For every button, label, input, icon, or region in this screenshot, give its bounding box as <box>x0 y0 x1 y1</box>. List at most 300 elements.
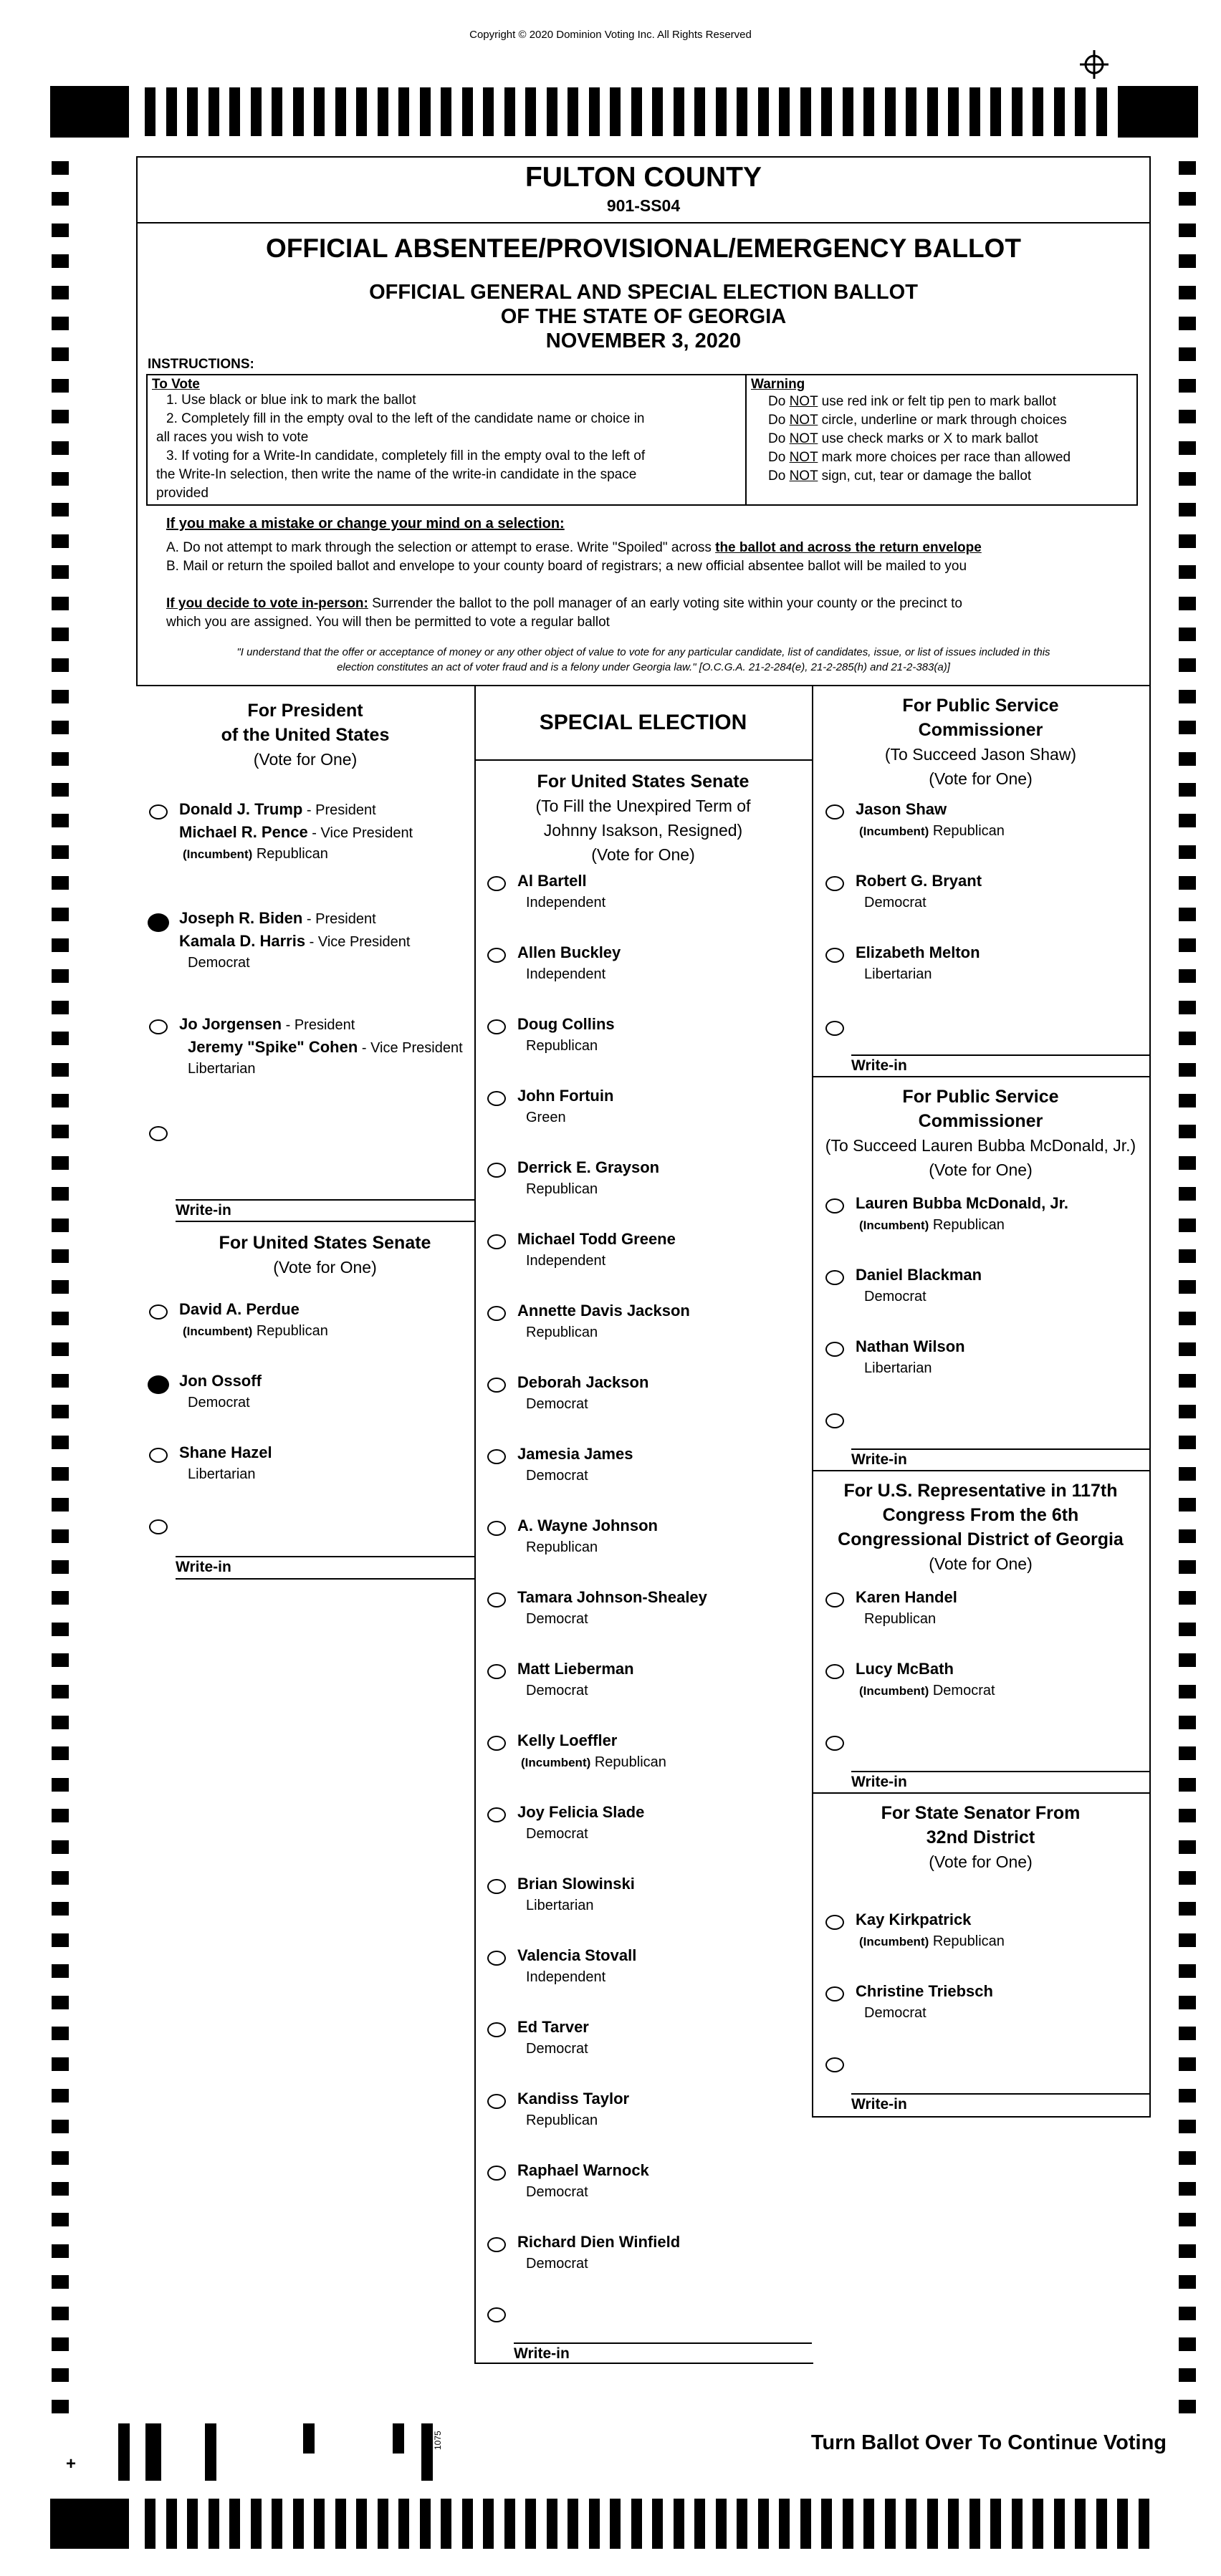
footer-id-mark <box>421 2423 433 2481</box>
side-timing-mark <box>1179 503 1196 516</box>
instructions-box <box>146 374 1138 506</box>
timing-mark <box>694 2499 705 2549</box>
psc2-writein-label: Write-in <box>851 1451 907 1468</box>
timing-mark <box>885 2499 896 2549</box>
side-timing-mark <box>52 1591 69 1605</box>
timing-mark <box>969 87 980 136</box>
to-vote-item: 3. If voting for a Write-In candidate, completely fill in the empty oval to the left of <box>166 448 646 463</box>
vote-oval-allen-buckley[interactable] <box>487 948 506 963</box>
timing-mark <box>906 2499 916 2549</box>
side-timing-mark <box>52 1280 69 1294</box>
timing-mark <box>1012 2499 1023 2549</box>
timing-mark <box>272 87 282 136</box>
side-timing-mark <box>1179 783 1196 797</box>
timing-mark <box>314 87 325 136</box>
side-timing-mark <box>1179 2089 1196 2102</box>
vote-oval-valencia-stovall[interactable] <box>487 1951 506 1966</box>
timing-mark <box>398 2499 409 2549</box>
candidate-name: Lucy McBath <box>856 1660 954 1678</box>
vote-oval-tamara-johnson-shealey[interactable] <box>487 1592 506 1607</box>
timing-mark <box>589 87 600 136</box>
to-vote-item: provided <box>156 486 209 501</box>
side-timing-mark <box>52 1653 69 1667</box>
timing-mark <box>335 2499 346 2549</box>
candidate-party: Independent <box>526 966 606 982</box>
vote-oval-state-senate-writein[interactable] <box>825 2057 844 2072</box>
timing-mark <box>420 87 431 136</box>
party-perdue: (Incumbent) Republican <box>183 1323 328 1339</box>
side-timing-mark <box>52 969 69 983</box>
candidate-name: Allen Buckley <box>517 943 621 961</box>
to-vote-list <box>156 391 645 503</box>
side-timing-mark <box>52 1902 69 1916</box>
candidate-name: Ed Tarver <box>517 2018 589 2036</box>
side-timing-mark <box>52 690 69 703</box>
side-timing-mark <box>1179 192 1196 206</box>
timing-mark <box>335 87 346 136</box>
timing-mark <box>1117 2499 1128 2549</box>
side-timing-mark <box>52 441 69 455</box>
in-person-instruction: If you decide to vote in-person: Surrender the ballot to the poll manager of an early voting site within your county or the precinct to which you are assigned. You will then be permitted to vote a regular ballot <box>166 596 962 630</box>
vote-oval-john-fortuin[interactable] <box>487 1091 506 1106</box>
candidate-name: Kelly Loeffler <box>517 1731 618 1749</box>
timing-mark <box>758 87 769 136</box>
candidate-party: (Incumbent) Republican <box>859 823 1005 839</box>
timing-mark <box>779 2499 790 2549</box>
candidate-party: Democrat <box>526 2184 588 2200</box>
candidate-name: Jason Shaw <box>856 800 947 818</box>
side-timing-mark <box>1179 845 1196 859</box>
vote-oval-doug-collins[interactable] <box>487 1019 506 1034</box>
timing-mark <box>1075 2499 1086 2549</box>
vote-oval-kelly-loeffler[interactable] <box>487 1736 506 1751</box>
vote-oval-michael-todd-greene[interactable] <box>487 1234 506 1249</box>
mistake-instruction-b: B. Mail or return the spoiled ballot and envelope to your county board of registrars; a new official absentee ballot will be mailed to you <box>166 559 967 574</box>
timing-mark <box>272 2499 282 2549</box>
side-timing-mark <box>52 2182 69 2196</box>
side-timing-mark <box>1179 969 1196 983</box>
side-timing-mark <box>1179 2027 1196 2040</box>
candidate-name: Daniel Blackman <box>856 1266 982 1284</box>
timing-mark <box>1033 87 1043 136</box>
side-timing-mark <box>52 1498 69 1512</box>
registration-plus: + <box>66 2454 77 2474</box>
vote-oval-al-bartell[interactable] <box>487 876 506 891</box>
party-jorgensen: Libertarian <box>188 1061 256 1077</box>
side-timing-mark <box>1179 1840 1196 1854</box>
warning-item: Do NOT sign, cut, tear or damage the ballot <box>768 468 1032 484</box>
vote-oval-kandiss-taylor[interactable] <box>487 2094 506 2109</box>
side-timing-mark <box>1179 1063 1196 1077</box>
vote-oval-hazel[interactable] <box>149 1448 168 1463</box>
candidate-name: Annette Davis Jackson <box>517 1302 690 1320</box>
vote-oval-perdue[interactable] <box>149 1304 168 1320</box>
side-timing-mark <box>52 503 69 516</box>
side-timing-mark <box>52 1778 69 1792</box>
to-vote-item: 1. Use black or blue ink to mark the ballot <box>166 393 416 408</box>
side-timing-mark <box>1179 1498 1196 1512</box>
candidate-name: Kay Kirkpatrick <box>856 1911 972 1928</box>
candidate-party: Democrat <box>864 2005 926 2021</box>
timing-mark <box>1033 2499 1043 2549</box>
side-timing-mark <box>52 2027 69 2040</box>
side-timing-mark <box>1179 472 1196 486</box>
vote-oval-special-senate-writein[interactable] <box>487 2307 506 2322</box>
timing-mark <box>990 2499 1001 2549</box>
side-timing-mark <box>1179 1996 1196 2009</box>
side-timing-mark <box>1179 1653 1196 1667</box>
side-timing-mark <box>52 1623 69 1636</box>
timing-mark <box>694 87 705 136</box>
side-timing-mark <box>1179 1716 1196 1729</box>
vote-oval-jamesia-james[interactable] <box>487 1449 506 1464</box>
timing-mark <box>631 87 642 136</box>
side-timing-mark <box>52 1871 69 1885</box>
side-timing-mark <box>52 1032 69 1045</box>
side-timing-mark <box>52 410 69 423</box>
timing-mark <box>462 2499 473 2549</box>
timing-mark <box>1054 2499 1065 2549</box>
side-timing-mark <box>52 1467 69 1481</box>
vote-oval-richard-dien-winfield[interactable] <box>487 2237 506 2252</box>
timing-mark-block <box>50 2499 129 2549</box>
candidate-name: Al Bartell <box>517 872 587 890</box>
candidate-name: Robert G. Bryant <box>856 872 982 890</box>
timing-mark <box>187 2499 198 2549</box>
legal-notice: "I understand that the offer or acceptance of money or any other object of value to vote for any particular candidate, list of candidates, issue, or list of issues included in this election constitutes an act of voter fraud and is a felony under Georgia law." [O.C.G.A. 21-2-284(e), 21-2-285(h) and 21-2-383(a)] <box>236 646 1050 673</box>
vote-oval-lauren-bubba-mcdonald-jr[interactable] <box>825 1198 844 1213</box>
timing-mark <box>990 87 1001 136</box>
election-date: NOVEMBER 3, 2020 <box>545 330 742 352</box>
side-timing-mark <box>52 2151 69 2165</box>
timing-mark <box>969 2499 980 2549</box>
psc1-writein-label: Write-in <box>851 1057 907 1074</box>
side-timing-mark <box>1179 721 1196 734</box>
side-timing-mark <box>52 2275 69 2289</box>
side-timing-mark <box>1179 2213 1196 2226</box>
candidate-perdue: David A. Perdue <box>179 1300 300 1318</box>
side-timing-mark <box>1179 1746 1196 1760</box>
side-timing-mark <box>1179 1809 1196 1822</box>
side-timing-mark <box>1179 876 1196 890</box>
side-timing-mark <box>1179 1249 1196 1263</box>
side-timing-mark <box>1179 2368 1196 2382</box>
candidate-name: Richard Dien Winfield <box>517 2233 681 2251</box>
candidate-name: Karen Handel <box>856 1588 957 1606</box>
candidate-name: Derrick E. Grayson <box>517 1158 660 1176</box>
side-timing-mark <box>1179 1187 1196 1201</box>
timing-mark <box>843 2499 853 2549</box>
side-timing-mark <box>1179 2244 1196 2258</box>
side-timing-mark <box>52 1933 69 1947</box>
timing-mark <box>187 87 198 136</box>
candidate-party: (Incumbent) Republican <box>521 1754 666 1770</box>
side-timing-mark <box>52 2337 69 2351</box>
candidate-party: Democrat <box>526 1468 588 1484</box>
candidate-party: (Incumbent) Republican <box>859 1933 1005 1949</box>
vote-oval-psc2-writein[interactable] <box>825 1413 844 1428</box>
vote-oval-psc1-writein[interactable] <box>825 1021 844 1036</box>
footer-id-mark <box>205 2423 216 2481</box>
side-timing-mark <box>1179 1529 1196 1543</box>
to-vote-item: the Write-In selection, then write the name of the write-in candidate in the space <box>156 467 637 482</box>
side-timing-mark <box>52 1436 69 1449</box>
side-timing-mark <box>52 2213 69 2226</box>
side-timing-mark <box>52 1249 69 1263</box>
timing-mark <box>251 87 262 136</box>
representative-writein-label: Write-in <box>851 1774 907 1790</box>
state-senate-race-title: For State Senator From 32nd District (Vote for One) <box>881 1803 1081 1871</box>
timing-mark <box>948 87 959 136</box>
timing-mark-block <box>50 86 129 138</box>
side-timing-mark <box>52 814 69 827</box>
side-timing-mark <box>52 1560 69 1574</box>
side-timing-mark <box>52 658 69 672</box>
vote-oval-brian-slowinski[interactable] <box>487 1879 506 1894</box>
side-timing-mark <box>52 534 69 548</box>
vote-oval-ossoff[interactable] <box>148 1375 169 1394</box>
timing-mark-block <box>1118 86 1198 138</box>
side-timing-mark <box>1179 2120 1196 2133</box>
warning-item: Do NOT use check marks or X to mark ballot <box>768 431 1038 446</box>
side-timing-mark <box>52 752 69 766</box>
candidate-name: Michael Todd Greene <box>517 1230 676 1248</box>
side-timing-mark <box>1179 317 1196 330</box>
candidate-party: Democrat <box>864 895 926 910</box>
side-timing-mark <box>1179 2057 1196 2071</box>
timing-mark <box>378 2499 388 2549</box>
warning-item: Do NOT use red ink or felt tip pen to mark ballot <box>768 394 1057 409</box>
vote-oval-joy-felicia-slade[interactable] <box>487 1807 506 1822</box>
side-timing-mark <box>52 1219 69 1232</box>
to-vote-heading: To Vote <box>152 377 200 392</box>
warning-heading: Warning <box>751 377 805 392</box>
timing-mark <box>483 2499 494 2549</box>
timing-mark <box>779 87 790 136</box>
side-timing-mark <box>1179 2275 1196 2289</box>
side-timing-mark <box>52 1156 69 1170</box>
president-race-title: For President of the United States (Vote for One) <box>221 701 390 769</box>
side-timing-mark <box>52 1716 69 1729</box>
vote-oval-matt-lieberman[interactable] <box>487 1664 506 1679</box>
side-timing-mark <box>1179 1342 1196 1356</box>
side-timing-mark <box>52 1063 69 1077</box>
instructions-label: INSTRUCTIONS: <box>148 357 254 372</box>
side-timing-mark <box>1179 1591 1196 1605</box>
footer-id-mark <box>303 2423 315 2454</box>
to-vote-item: 2. Completely fill in the empty oval to the left of the candidate name or choice in <box>166 411 645 426</box>
timing-mark <box>1054 87 1065 136</box>
timing-mark <box>547 87 557 136</box>
vote-oval-jorgensen-cohen[interactable] <box>149 1019 168 1034</box>
side-timing-mark <box>1179 1902 1196 1916</box>
candidate-party: Republican <box>526 1181 598 1197</box>
candidate-cohen: Jeremy "Spike" Cohen - Vice President <box>188 1038 463 1056</box>
timing-mark <box>1075 87 1086 136</box>
candidate-party: Democrat <box>526 1611 588 1627</box>
timing-mark <box>906 87 916 136</box>
timing-mark <box>737 2499 747 2549</box>
side-timing-mark <box>52 161 69 175</box>
vote-oval-trump-pence[interactable] <box>149 804 168 820</box>
timing-mark <box>948 2499 959 2549</box>
vote-oval-biden-harris[interactable] <box>148 913 169 932</box>
side-timing-mark <box>1179 534 1196 548</box>
side-timing-mark <box>1179 690 1196 703</box>
candidate-party: (Incumbent) Democrat <box>859 1683 995 1698</box>
side-timing-mark <box>52 1685 69 1698</box>
side-timing-mark <box>52 1374 69 1388</box>
timing-mark <box>674 87 684 136</box>
candidate-party: Democrat <box>526 1396 588 1412</box>
candidate-name: Nathan Wilson <box>856 1337 965 1355</box>
timing-mark <box>251 2499 262 2549</box>
timing-mark <box>821 87 832 136</box>
timing-mark <box>166 87 177 136</box>
candidate-party: (Incumbent) Republican <box>859 1217 1005 1233</box>
timing-mark <box>145 87 155 136</box>
timing-mark <box>568 2499 578 2549</box>
timing-mark <box>800 87 811 136</box>
side-timing-mark <box>1179 286 1196 299</box>
side-timing-mark <box>52 845 69 859</box>
side-timing-mark <box>52 1405 69 1418</box>
candidate-name: Doug Collins <box>517 1015 615 1033</box>
vote-oval-karen-handel[interactable] <box>825 1592 844 1607</box>
president-writein-label: Write-in <box>176 1202 231 1219</box>
party-trump: (Incumbent) Republican <box>183 846 328 862</box>
side-timing-mark <box>52 317 69 330</box>
timing-mark <box>737 87 747 136</box>
footer-id-mark <box>393 2423 404 2454</box>
timing-mark <box>209 2499 219 2549</box>
to-vote-item: all races you wish to vote <box>156 430 309 445</box>
vote-oval-derrick-e-grayson[interactable] <box>487 1163 506 1178</box>
side-timing-mark <box>1179 347 1196 361</box>
psc1-race-title: For Public Service Commissioner (To Succeed Jason Shaw) (Vote for One) <box>884 696 1077 788</box>
side-timing-mark <box>1179 1219 1196 1232</box>
candidate-party: Independent <box>526 1969 606 1985</box>
side-timing-mark <box>1179 1964 1196 1978</box>
side-timing-mark <box>52 286 69 299</box>
vote-oval-senate-writein[interactable] <box>149 1519 168 1534</box>
vote-oval-robert-g-bryant[interactable] <box>825 876 844 891</box>
timing-mark <box>674 2499 684 2549</box>
candidate-party: Democrat <box>526 1683 588 1698</box>
side-timing-mark <box>1179 1001 1196 1014</box>
timing-mark <box>716 2499 727 2549</box>
candidate-name: Raphael Warnock <box>517 2161 649 2179</box>
ballot-style: 901-SS04 <box>606 196 681 215</box>
candidate-party: Democrat <box>526 2041 588 2057</box>
timing-mark <box>843 87 853 136</box>
vote-oval-daniel-blackman[interactable] <box>825 1270 844 1285</box>
vote-oval-nathan-wilson[interactable] <box>825 1342 844 1357</box>
side-timing-mark <box>1179 1560 1196 1574</box>
timing-mark <box>356 2499 367 2549</box>
timing-mark <box>1139 2499 1149 2549</box>
vote-oval-lucy-mcbath[interactable] <box>825 1664 844 1679</box>
senate-writein-label: Write-in <box>176 1559 231 1575</box>
party-hazel: Libertarian <box>188 1466 256 1482</box>
party-biden: Democrat <box>188 955 250 971</box>
timing-mark <box>631 2499 642 2549</box>
side-timing-mark <box>52 2120 69 2133</box>
crosshair-icon <box>1078 49 1110 80</box>
candidate-name: Jamesia James <box>517 1445 633 1463</box>
side-timing-mark <box>1179 565 1196 579</box>
vote-oval-jason-shaw[interactable] <box>825 804 844 820</box>
vote-oval-christine-triebsch[interactable] <box>825 1986 844 2001</box>
vote-oval-ed-tarver[interactable] <box>487 2022 506 2037</box>
timing-mark <box>1012 87 1023 136</box>
candidate-ossoff: Jon Ossoff <box>179 1372 262 1390</box>
side-timing-mark <box>1179 752 1196 766</box>
timing-mark <box>145 2499 155 2549</box>
vote-oval-annette-davis-jackson[interactable] <box>487 1306 506 1321</box>
side-timing-mark <box>52 2089 69 2102</box>
candidate-name: Elizabeth Melton <box>856 943 980 961</box>
timing-mark <box>420 2499 431 2549</box>
turn-over-notice: Turn Ballot Over To Continue Voting <box>810 2431 1167 2454</box>
vote-oval-representative-writein[interactable] <box>825 1736 844 1751</box>
timing-mark <box>441 2499 451 2549</box>
special-election-heading: SPECIAL ELECTION <box>539 711 747 734</box>
timing-mark <box>610 87 621 136</box>
timing-mark <box>378 87 388 136</box>
candidate-trump: Donald J. Trump - President <box>179 800 376 818</box>
side-timing-mark <box>52 1094 69 1107</box>
vote-oval-elizabeth-melton[interactable] <box>825 948 844 963</box>
footer-id-mark <box>118 2423 130 2481</box>
vote-oval-a-wayne-johnson[interactable] <box>487 1521 506 1536</box>
timing-mark <box>525 87 536 136</box>
vote-oval-president-writein[interactable] <box>149 1126 168 1141</box>
vote-oval-raphael-warnock[interactable] <box>487 2166 506 2181</box>
side-timing-mark <box>1179 1623 1196 1636</box>
timing-mark <box>652 2499 663 2549</box>
ballot-type-title: OFFICIAL ABSENTEE/PROVISIONAL/EMERGENCY BALLOT <box>266 234 1021 263</box>
state-senate-writein-label: Write-in <box>851 2096 907 2113</box>
timing-mark <box>293 2499 304 2549</box>
candidate-party: Libertarian <box>864 1360 932 1376</box>
side-timing-mark <box>1179 2151 1196 2165</box>
side-timing-mark <box>1179 2400 1196 2413</box>
timing-mark <box>293 87 304 136</box>
side-timing-mark <box>52 2307 69 2320</box>
side-timing-mark <box>1179 1280 1196 1294</box>
side-timing-mark <box>1179 2337 1196 2351</box>
timing-mark <box>610 2499 621 2549</box>
side-timing-mark <box>1179 1405 1196 1418</box>
timing-mark <box>927 87 938 136</box>
side-timing-mark <box>52 565 69 579</box>
vote-oval-deborah-jackson[interactable] <box>487 1378 506 1393</box>
timing-mark <box>356 87 367 136</box>
side-timing-mark <box>1179 658 1196 672</box>
side-timing-mark <box>52 876 69 890</box>
timing-mark <box>209 87 219 136</box>
side-timing-mark <box>52 783 69 797</box>
side-timing-mark <box>1179 1156 1196 1170</box>
vote-oval-kay-kirkpatrick[interactable] <box>825 1915 844 1930</box>
timing-mark <box>927 2499 938 2549</box>
candidate-party: Republican <box>526 2113 598 2128</box>
side-timing-mark <box>52 2400 69 2413</box>
candidate-party: Democrat <box>526 1826 588 1842</box>
side-timing-mark <box>1179 2182 1196 2196</box>
side-timing-mark <box>1179 1094 1196 1107</box>
